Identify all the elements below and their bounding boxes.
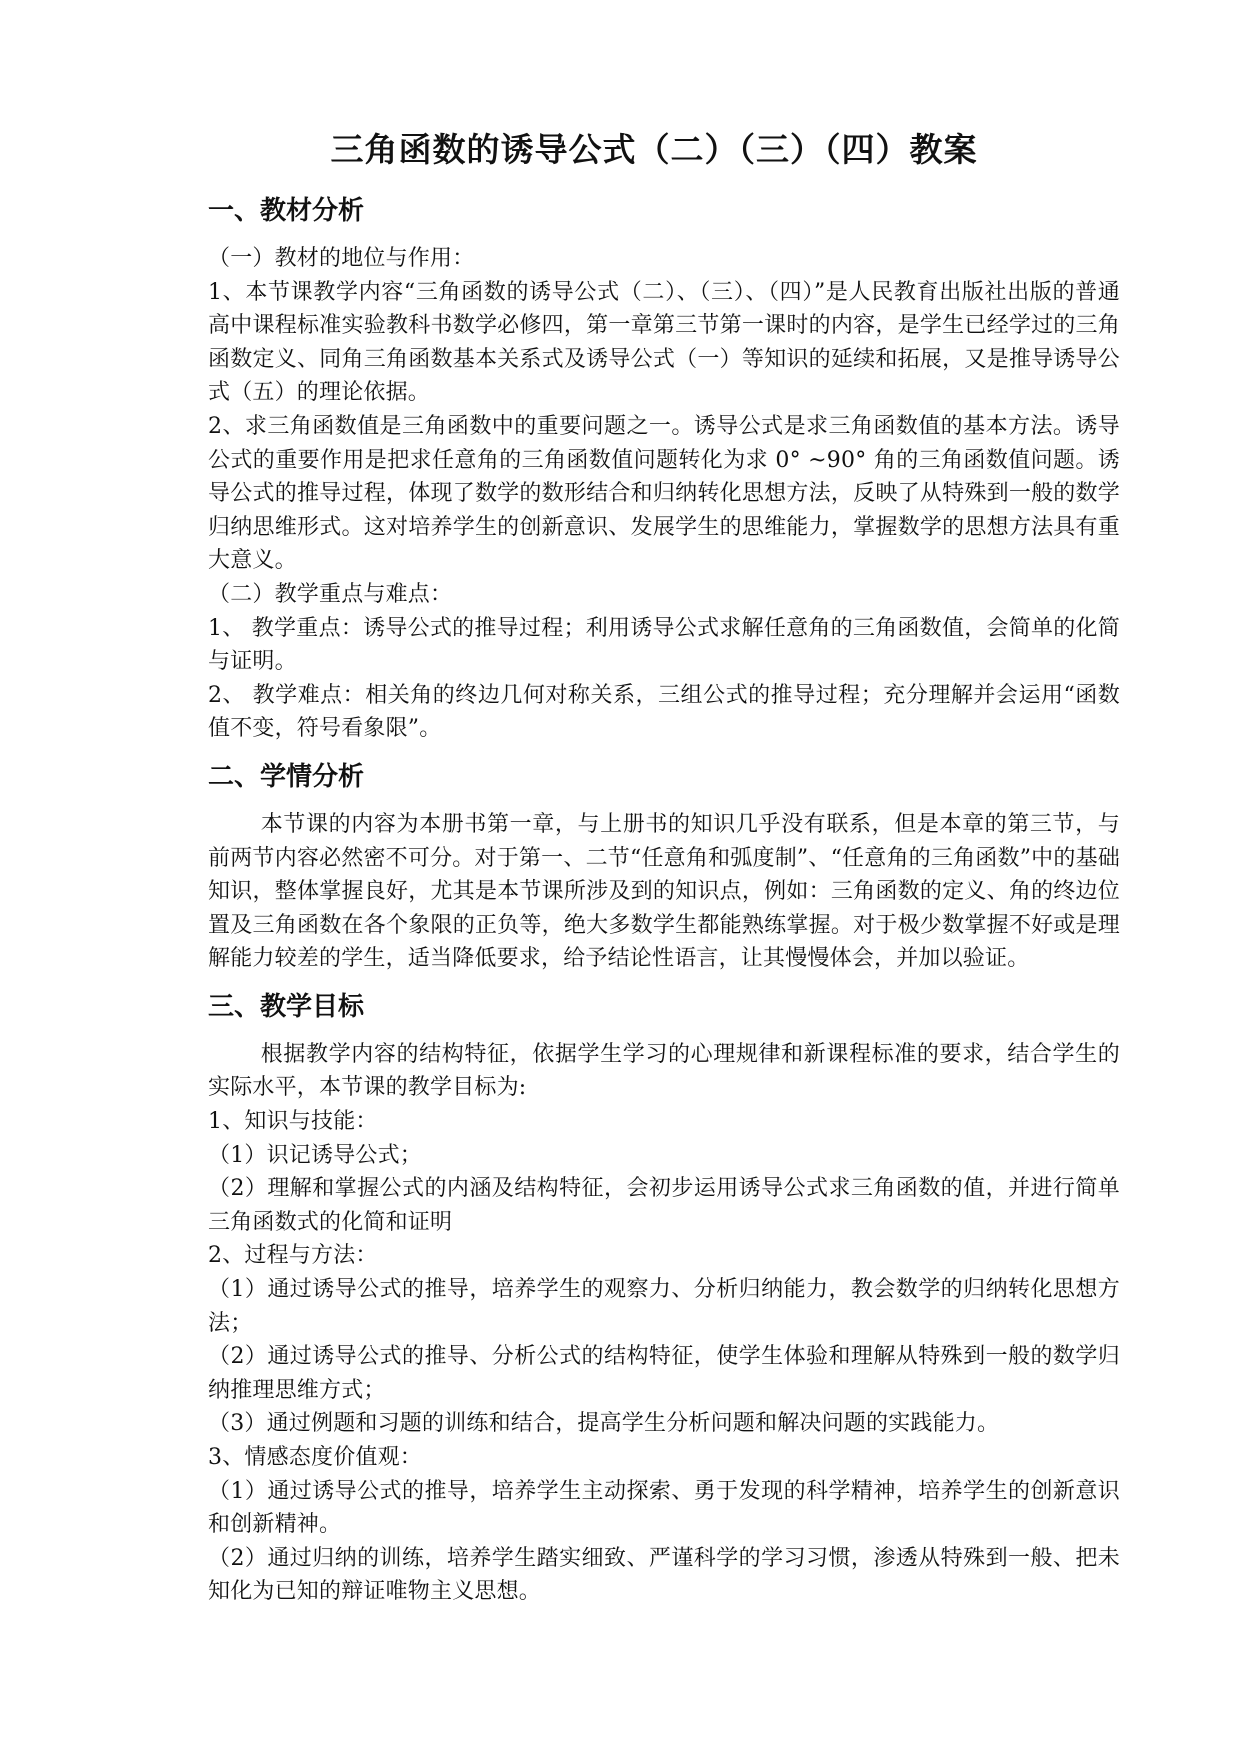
paragraph: （2）通过归纳的训练，培养学生踏实细致、严谨科学的学习习惯，渗透从特殊到一般、把未知化为已知的辩证唯物主义思想。 — [208, 1545, 1120, 1605]
paragraph: 3、情感态度价值观： — [208, 1445, 422, 1470]
paragraph: 根据教学内容的结构特征，依据学生学习的心理规律和新课程标准的要求，结合学生的实际水平，本节课的教学目标为: — [208, 1041, 1120, 1101]
section-textbook-analysis — [208, 242, 1120, 746]
paragraph: （2）通过诱导公式的推导、分析公式的结构特征，使学生体验和理解从特殊到一般的数学归纳推理思维方式； — [208, 1344, 1120, 1403]
paragraph: （一）教材的地位与作用： — [208, 246, 475, 271]
document-title: 三角函数的诱导公式（二）（三）（四）教案 — [330, 130, 978, 169]
section-student-analysis — [208, 808, 1120, 976]
paragraph: 1、本节课教学内容“三角函数的诱导公式（二）、（三）、（四）”是人民教育出版社出版的普通高中课程标准实验教科书数学必修四，第一章第三节第一课时的内容，是学生已经学过的三角函数定义、同角三角函数基本关系式及诱导公式（一）等知识的延续和拓展，又是推导诱导公式（五）的理论依据。 — [208, 279, 1120, 406]
paragraph: （2）理解和掌握公式的内涵及结构特征，会初步运用诱导公式求三角函数的值，并进行简单三角函数式的化简和证明 — [208, 1176, 1120, 1235]
paragraph: 2、过程与方法： — [208, 1243, 378, 1269]
section-heading-student-analysis: 二、学情分析 — [208, 761, 365, 792]
section-heading-textbook-analysis: 一、教材分析 — [208, 196, 365, 226]
paragraph: 2、求三角函数值是三角函数中的重要问题之一。诱导公式是求三角函数值的基本方法。诱导公式的重要作用是把求任意角的三角函数值问题转化为求 0° ~90° 角的三角函数值问题。诱导公式的推导过程，体现了数学的数形结合和归纳转化思想方法，反映了从特殊到一般的数学归纳思维形式。这对培养学生的创新意识、发展学生的思维能力，掌握数学的思想方法具有重大意义。 — [208, 413, 1120, 574]
document-page — [208, 120, 1120, 1609]
paragraph: 1、知识与技能： — [208, 1109, 378, 1135]
paragraph: 2、 教学难点：相关角的终边几何对称关系，三组公式的推导过程；充分理解并会运用“函数值不变，符号看象限”。 — [208, 682, 1120, 742]
paragraph: （1）通过诱导公式的推导，培养学生主动探索、勇于发现的科学精神，培养学生的创新意识和创新精神。 — [208, 1478, 1120, 1538]
section-heading-teaching-objectives: 三、教学目标 — [208, 991, 365, 1022]
section-teaching-objectives — [208, 1038, 1120, 1609]
paragraph: （二）教学重点与难点： — [208, 581, 453, 607]
paragraph: （3）通过例题和习题的训练和结合，提高学生分析问题和解决问题的实践能力。 — [208, 1411, 1000, 1437]
paragraph: （1）通过诱导公式的推导，培养学生的观察力、分析归纳能力，教会数学的归纳转化思想方法； — [208, 1277, 1120, 1336]
paragraph: 1、 教学重点：诱导公式的推导过程；利用诱导公式求解任意角的三角函数值，会简单的化简与证明。 — [208, 615, 1120, 675]
paragraph: （1）识记诱导公式； — [208, 1142, 422, 1168]
paragraph: 本节课的内容为本册书第一章，与上册书的知识几乎没有联系，但是本章的第三节，与前两节内容必然密不可分。对于第一、二节“任意角和弧度制”、“任意角的三角函数”中的基础知识，整体掌握良好，尤其是本节课所涉及到的知识点，例如：三角函数的定义、角的终边位置及三角函数在各个象限的正负等，绝大多数学生都能熟练掌握。对于极少数掌握不好或是理解能力较差的学生，适当降低要求，给予结论性语言，让其慢慢体会，并加以验证。 — [208, 811, 1120, 972]
